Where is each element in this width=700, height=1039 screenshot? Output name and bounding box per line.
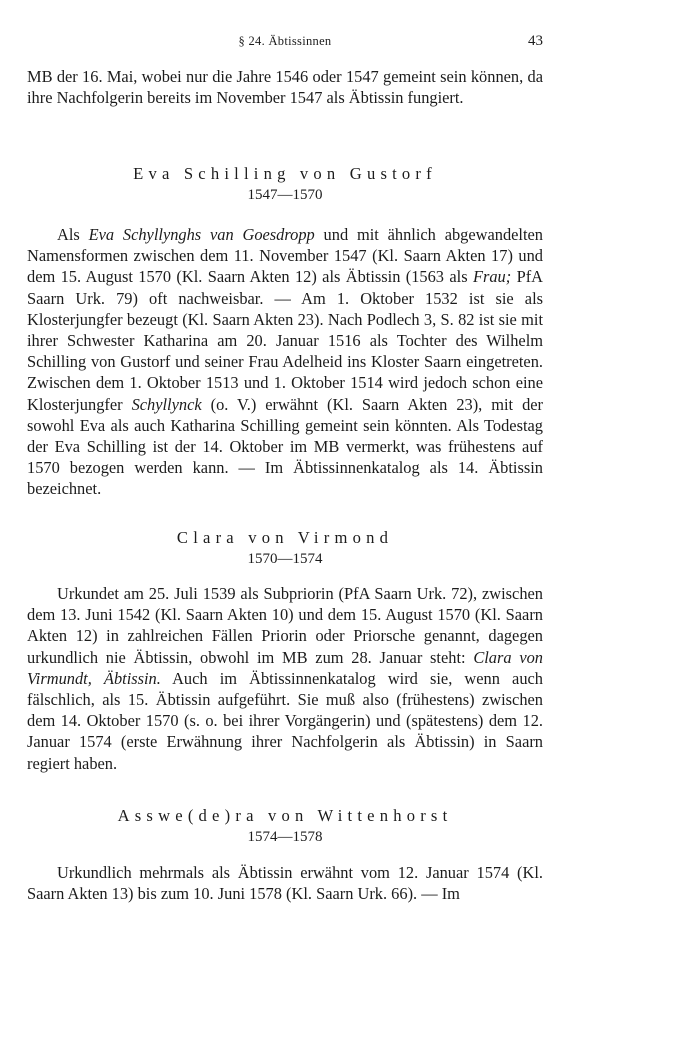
- section-body-asswedera-von-wittenhorst: [27, 862, 543, 904]
- text-run: Auch im Äbtissinnenkatalog wird sie, wenn auch fälschlich, als 15. Äbtissin aufgeführt. Sie muß also (frühestens) zwischen dem 14. Oktober 1570 (s. o. bei ihrer Vorgängerin) und (spätestens) dem 12. Januar 1574 (erste Erwähnung ihrer Nachfolgerin als Äbtissin) in Saarn regiert haben.: [27, 668, 543, 773]
- section-title: Asswe(de)ra von Wittenhorst: [117, 806, 453, 825]
- text-run: und mit ähnlich abgewandelten Namensformen zwischen dem 11. November 1547 (Kl. Saarn Akten 17) und dem 15. August 1570 (Kl. Saarn Akten 12) als Äbtissin (1563 als: [27, 225, 543, 287]
- section-heading-clara-von-virmond: [27, 528, 543, 569]
- page-number: 43: [528, 33, 543, 49]
- section-title: Eva Schilling von Gustorf: [133, 164, 437, 183]
- section-dates: 1570—1574: [247, 551, 323, 567]
- section-heading-eva-schilling: [27, 164, 543, 205]
- text-run: PfA Saarn Urk. 79) oft nachweisbar. — Am 1. Oktober 1532 ist sie als Klosterjungfer bezeugt (Kl. Saarn Akten 23). Nach Podlech 3, S. 82 ist sie mit ihrer Schwester Katharina am 20. Januar 1516 als Tochter des Wilhelm Schilling von Gustorf und seiner Frau Adelheid ins Kloster Saarn eingetreten. Zwischen dem 1. Oktober 1513 und 1. Oktober 1514 wird jedoch schon eine Klosterjungfer: [27, 267, 543, 414]
- intro-text: MB der 16. Mai, wobei nur die Jahre 1546 oder 1547 gemeint sein können, da ihre Nachfolgerin bereits im November 1547 als Äbtissin fungiert.: [27, 67, 543, 108]
- section-body-clara-von-virmond: [27, 583, 543, 774]
- italic-name: Frau;: [472, 267, 512, 287]
- section-body-eva-schilling: [27, 224, 543, 500]
- section-title: Clara von Virmond: [176, 528, 394, 547]
- intro-paragraph: [27, 66, 543, 108]
- text-run: (o. V.) erwähnt (Kl. Saarn Akten 23), mit der sowohl Eva als auch Katharina Schilling gemeint sein könnten. Als Todestag der Eva Schilling ist der 14. Oktober im MB vermerkt, was frühestens auf 1570 bezogen werden kann. — Im Äbtissinnenkatalog als 14. Äbtissin bezeichnet.: [27, 394, 543, 499]
- section-paragraph: [27, 224, 543, 500]
- section-dates: 1547—1570: [247, 187, 323, 203]
- italic-name: Eva Schyllynghs van Goesdropp: [88, 225, 315, 244]
- text-run: Urkundlich mehrmals als Äbtissin erwähnt vom 12. Januar 1574 (Kl. Saarn Akten 13) bis zum 10. Juni 1578 (Kl. Saarn Urk. 66). — Im: [27, 863, 543, 904]
- section-paragraph: [27, 862, 543, 904]
- running-header: § 24. Äbtissinnen: [238, 34, 332, 48]
- section-heading-asswedera-von-wittenhorst: [27, 806, 543, 847]
- italic-name: Schyllynck: [131, 394, 202, 414]
- section-paragraph: [27, 583, 543, 774]
- text-run: Als: [57, 225, 89, 244]
- section-dates: 1574—1578: [247, 829, 323, 845]
- text-run: Urkundet am 25. Juli 1539 als Subpriorin (PfA Saarn Urk. 72), zwischen dem 13. Juni 1542 (Kl. Saarn Akten 10) und dem 15. August 1570 (Kl. Saarn Akten 12) in zahlreichen Fällen Priorin oder Priorsche genannt, dagegen urkundlich nie Äbtissin, obwohl im MB zum 28. Januar steht:: [27, 584, 543, 667]
- italic-name: Clara von Virmundt, Äbtissin.: [27, 647, 543, 688]
